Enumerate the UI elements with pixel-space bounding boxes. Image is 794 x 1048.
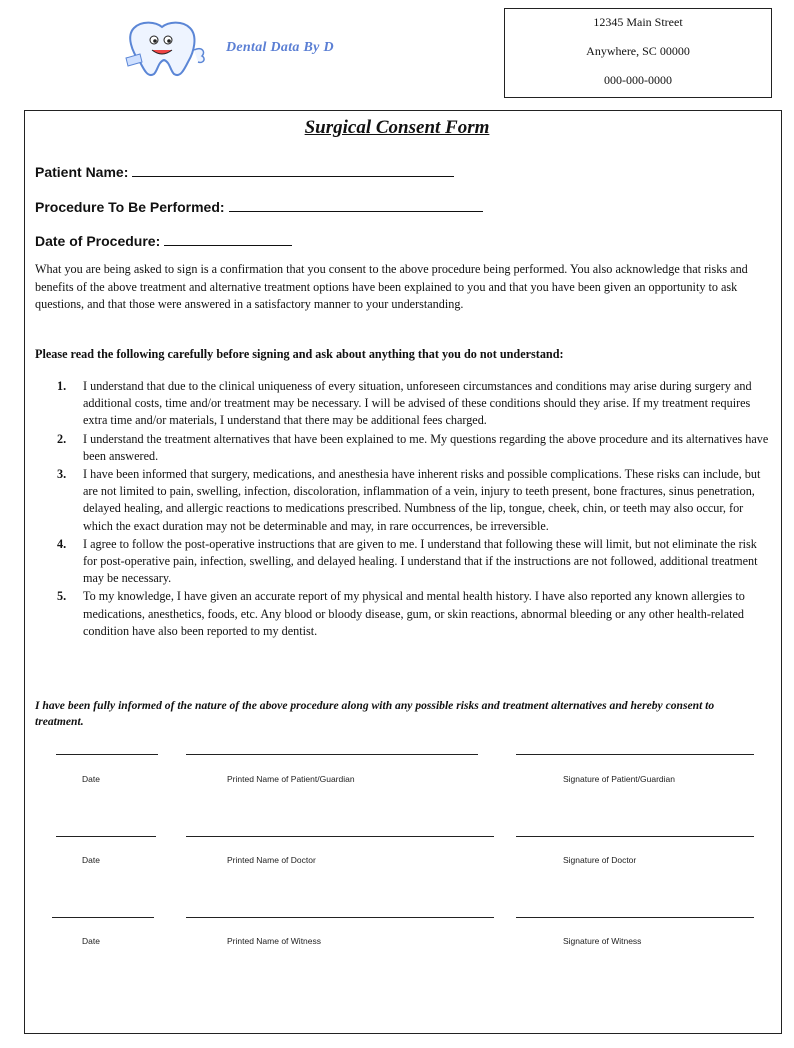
doctor-name-label: Printed Name of Doctor <box>227 855 316 865</box>
date-line[interactable] <box>164 231 292 246</box>
doctor-date-label: Date <box>82 855 100 865</box>
doctor-name-line[interactable] <box>186 836 494 837</box>
logo <box>120 18 390 80</box>
list-item: 4. I agree to follow the post-operative instructions that are given to me. I understand that following these will limit, but not eliminate the risk for post-operative pain, infection, swelling, and delayed healing. I understand that if the instructions are not followed, additional treatment may be necessary. <box>57 536 758 586</box>
witness-name-label: Printed Name of Witness <box>227 936 322 946</box>
patient-date-label: Date <box>82 774 100 784</box>
terms-list <box>55 378 773 641</box>
address-street: 12345 Main Street <box>593 15 683 29</box>
witness-signature-line[interactable] <box>516 917 754 918</box>
date-field[interactable] <box>35 231 292 249</box>
list-item: 1. I understand that due to the clinical uniqueness of every situation, unforeseen circumstances and conditions may arise during surgery and additional costs, time and/or treatment may be necessary. I will be advised of these conditions should they arise. If my treatment requires extra time and/or materials, I understand that there may be additional fees charged. <box>57 379 752 428</box>
logo-text: Dental Data By D <box>226 40 334 55</box>
patient-signature-line[interactable] <box>516 754 754 755</box>
patient-signature-label: Signature of Patient/Guardian <box>563 774 675 784</box>
patient-name-label: Patient Name: <box>35 164 129 180</box>
intro-paragraph: What you are being asked to sign is a confirmation that you consent to the above procedure being performed. You also acknowledge that risks and benefits of the above treatment and alternative treatment options have been explained to you and that you have been given an opportunity to ask questions, and that those were answered in a satisfactory manner to your understanding. <box>35 262 748 311</box>
tooth-mascot-icon <box>120 18 220 80</box>
patient-name-field[interactable] <box>35 162 454 180</box>
affirmation-text: I have been fully informed of the nature of the above procedure along with any possible risks and treatment alternatives and hereby consent to treatment. <box>35 699 715 728</box>
list-item: 2. I understand the treatment alternatives that have been explained to me. My questions regarding the above procedure and its alternatives have been answered. <box>57 431 769 463</box>
doctor-signature-label: Signature of Doctor <box>563 855 637 865</box>
list-item: 5. To my knowledge, I have given an accurate report of my physical and mental health history. I have also reported any known allergies to medications, anesthetics, foods, etc. Any blood or bloody disease, gum, or skin reactions, abnormal bleeding or any other health-related condition have also been reported to my dentist. <box>57 589 745 638</box>
witness-date-label: Date <box>82 936 100 946</box>
address-phone: 000-000-0000 <box>604 73 672 87</box>
address-box <box>504 8 772 98</box>
patient-name-sign-line[interactable] <box>186 754 478 755</box>
list-item: 3. I have been informed that surgery, medications, and anesthesia have inherent risks and possible complications. These risks can include, but are not limited to pain, swelling, infection, discoloration, inflammation of a vein, injury to teeth present, bone fractures, sinus penetration, delayed healing, and allergic reactions to medications prescribed. Numbness of the lip, tongue, cheek, chin, or teeth may also occur, for which the exact duration may not be determinable and may, in rare occurrences, be irreversible. <box>57 467 761 533</box>
form-title: Surgical Consent Form <box>304 117 490 138</box>
patient-name-line[interactable] <box>132 162 454 177</box>
patient-date-line[interactable] <box>56 754 158 755</box>
witness-signature-label: Signature of Witness <box>563 936 642 946</box>
date-label: Date of Procedure: <box>35 233 161 249</box>
address-city: Anywhere, SC 00000 <box>586 44 690 58</box>
doctor-date-line[interactable] <box>56 836 156 837</box>
witness-name-line[interactable] <box>186 917 494 918</box>
procedure-label: Procedure To Be Performed: <box>35 199 225 215</box>
witness-date-line[interactable] <box>52 917 154 918</box>
notice-text: Please read the following carefully before signing and ask about anything that you do not understand: <box>35 347 564 361</box>
doctor-signature-line[interactable] <box>516 836 754 837</box>
procedure-field[interactable] <box>35 197 483 215</box>
patient-name-label-print: Printed Name of Patient/Guardian <box>227 774 355 784</box>
procedure-line[interactable] <box>229 197 483 212</box>
